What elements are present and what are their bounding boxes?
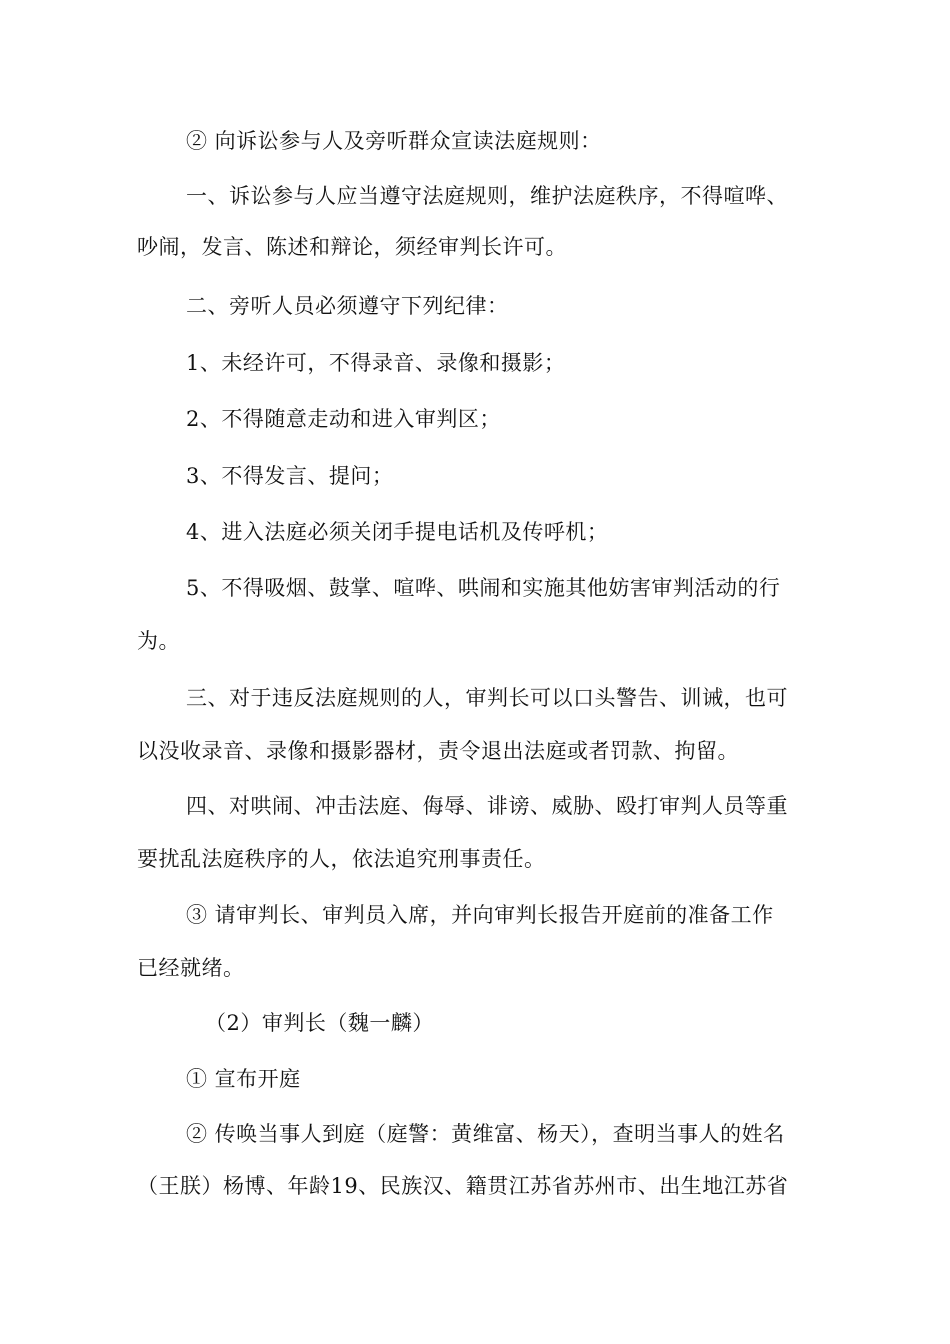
text-line: 为。: [137, 629, 180, 653]
text-line: 4、进入法庭必须关闭手提电话机及传呼机；: [186, 520, 609, 544]
text-line: ② 传唤当事人到庭（庭警：黄维富、杨天），查明当事人的姓名: [186, 1122, 785, 1146]
text-line: ③ 请审判长、审判员入席，并向审判长报告开庭前的准备工作: [186, 903, 774, 927]
text-line: 要扰乱法庭秩序的人，依法追究刑事责任。: [137, 847, 546, 871]
text-line: 三、对于违反法庭规则的人，审判长可以口头警告、训诫，也可: [186, 686, 788, 710]
text-line: 二、旁听人员必须遵守下列纪律：: [186, 294, 509, 318]
text-line: 以没收录音、录像和摄影器材，责令退出法庭或者罚款、拘留。: [137, 739, 739, 763]
text-line: ② 向诉讼参与人及旁听群众宣读法庭规则：: [186, 129, 602, 153]
text-line: 5、不得吸烟、鼓掌、喧哗、哄闹和实施其他妨害审判活动的行: [186, 576, 781, 600]
text-line: 2、不得随意走动和进入审判区；: [186, 407, 501, 431]
text-line: 吵闹，发言、陈述和辩论，须经审判长许可。: [137, 235, 567, 259]
text-line: 3、不得发言、提问；: [186, 464, 394, 488]
text-line: 一、诉讼参与人应当遵守法庭规则，维护法庭秩序，不得喧哗、: [186, 184, 788, 208]
text-line: （2）审判长（魏一麟）: [205, 1011, 434, 1035]
text-line: ① 宣布开庭: [186, 1067, 301, 1091]
text-line: 已经就绪。: [137, 956, 245, 980]
text-line: 1、未经许可，不得录音、录像和摄影；: [186, 351, 566, 375]
text-line: 四、对哄闹、冲击法庭、侮辱、诽谤、威胁、殴打审判人员等重: [186, 794, 788, 818]
text-line: （王朕）杨博、年龄19、民族汉、籍贯江苏省苏州市、出生地江苏省: [137, 1174, 789, 1198]
